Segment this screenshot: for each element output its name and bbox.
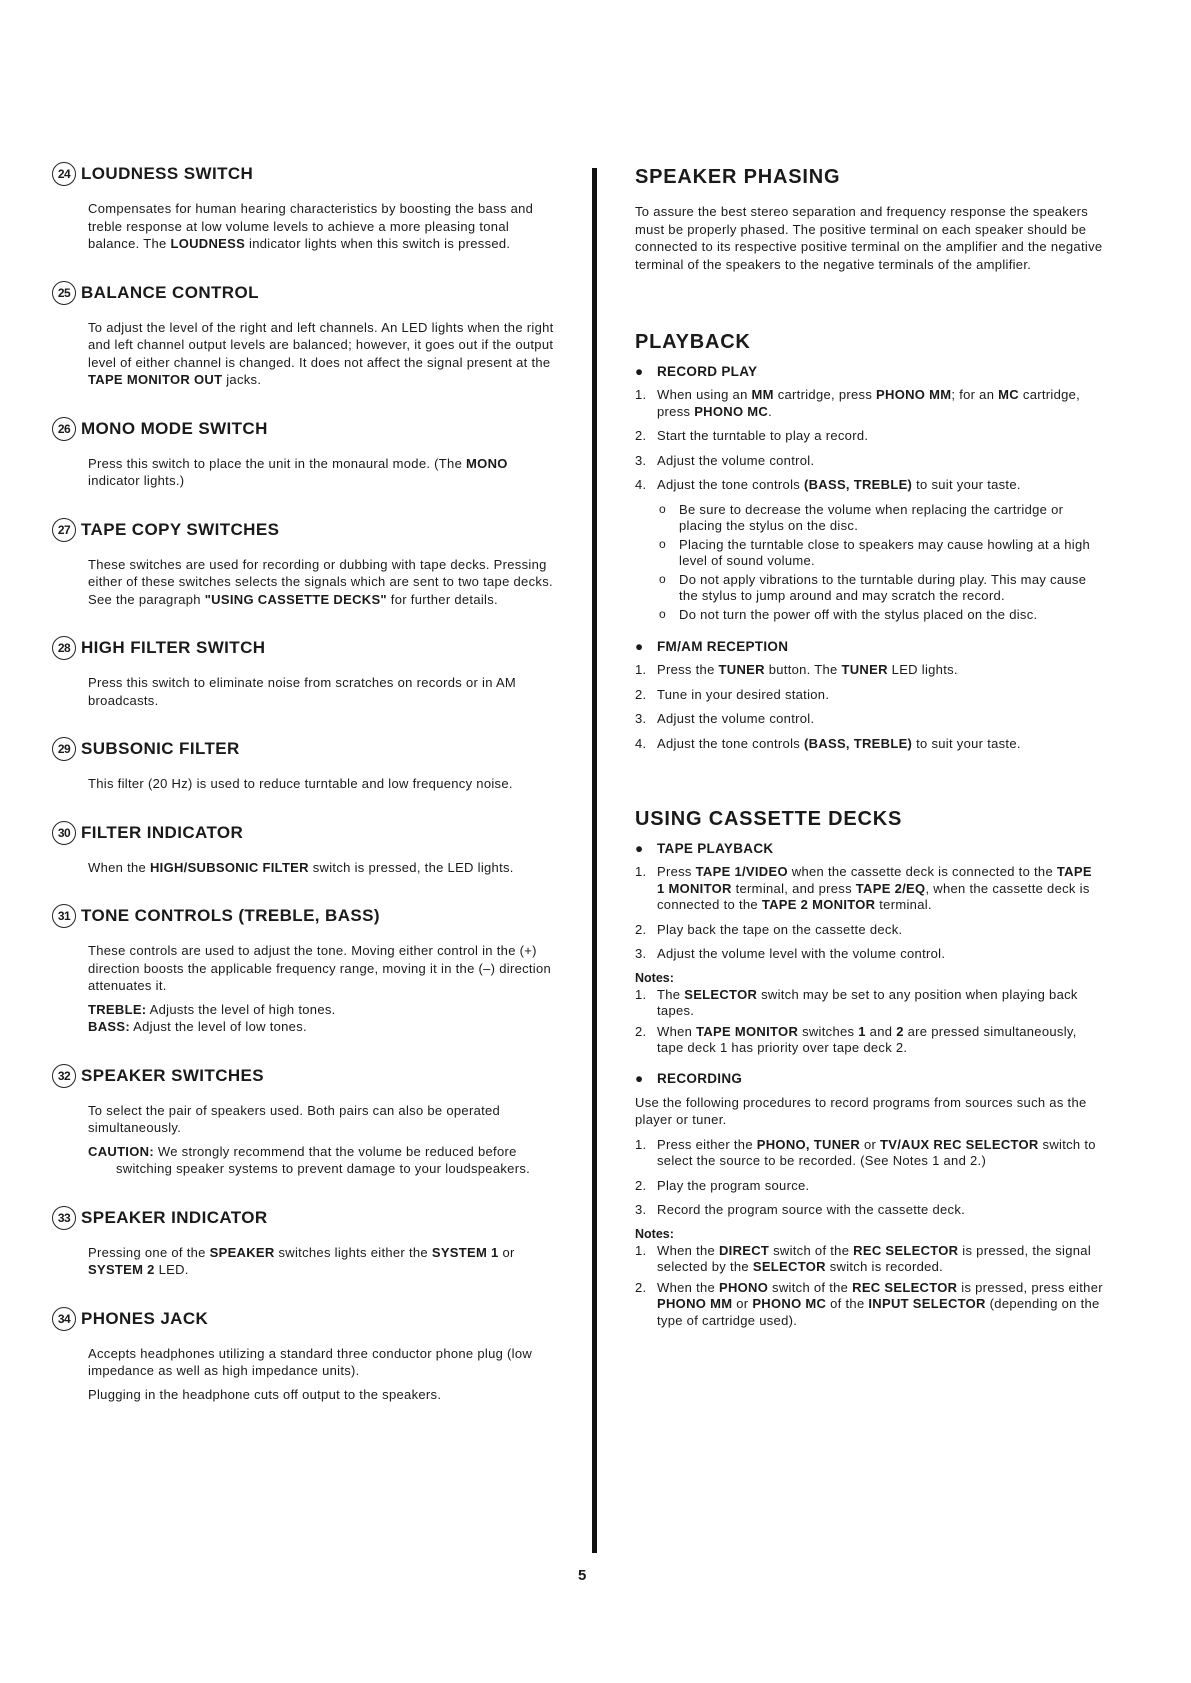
callout-number: 30	[52, 821, 76, 845]
feature-description	[88, 674, 554, 709]
callout-number: 31	[52, 904, 76, 928]
feature-heading	[52, 518, 554, 542]
list-item: 3. Adjust the volume control.	[635, 711, 815, 726]
notes-label: Notes:	[635, 970, 674, 985]
callout-number: 24	[52, 162, 76, 186]
column-divider	[592, 168, 597, 1553]
record-play-steps	[635, 387, 1103, 494]
list-item: 3. Record the program source with the cassette deck.	[635, 1202, 966, 1217]
section-text: To assure the best stereo separation and frequency response the speakers must be properly phased. The positive terminal on each speaker should be connected to its respective positive terminal on the amplifier and the negative terminal of the speakers to the negative terminals of the amplifier.	[635, 204, 1103, 272]
feature-description	[88, 319, 554, 389]
page-number: 5	[578, 1567, 587, 1584]
list-item: 2. Tune in your desired station.	[635, 686, 830, 702]
feature-description	[88, 1345, 554, 1404]
callout-number: 27	[52, 518, 76, 542]
paragraph: Press this switch to place the unit in the monaural mode. (The MONO indicator lights.)	[88, 455, 508, 488]
fm-am-heading: ● FM/AM RECEPTION	[635, 639, 789, 654]
caution-item: o Be sure to decrease the volume when replacing the cartridge or placing the stylus on the disc.	[657, 502, 1103, 535]
callout-number: 32	[52, 1064, 76, 1088]
right-column	[635, 166, 1103, 1333]
feature-section	[52, 636, 554, 709]
list-item: 2. Play back the tape on the cassette deck.	[635, 921, 903, 937]
feature-section	[52, 281, 554, 389]
cassette-section	[635, 808, 1103, 1329]
callout-number: 25	[52, 281, 76, 305]
list-item: 1. When using an MM cartridge, press PHONO MM; for an MC cartridge, press PHONO MC.	[635, 387, 1081, 419]
feature-section	[52, 1307, 554, 1404]
tape-playback-notes	[635, 987, 1103, 1057]
list-item: 4. Adjust the tone controls (BASS, TREBLE) to suit your taste.	[635, 477, 1021, 492]
paragraph: Compensates for human hearing characteristics by boosting the bass and treble response at low volume levels to achieve a more pleasing tonal balance. The LOUDNESS indicator lights when this switch is pressed.	[88, 201, 534, 251]
feature-title: TAPE COPY SWITCHES	[81, 519, 280, 539]
left-column	[52, 162, 554, 1431]
feature-section	[52, 1064, 554, 1178]
paragraph: To adjust the level of the right and left channels. An LED lights when the right and left channel output levels are balanced; however, it goes out if the output level of either channel is changed. It does not affect the signal present at the TAPE MONITOR OUT jacks.	[88, 319, 554, 387]
feature-description	[88, 556, 554, 609]
recording-intro: Use the following procedures to record programs from sources such as the player or tuner.	[635, 1094, 1087, 1127]
feature-description	[88, 200, 554, 253]
list-item: 1. The SELECTOR switch may be set to any position when playing back tapes.	[635, 986, 1078, 1018]
record-play-cautions	[657, 502, 1103, 624]
list-item: 1. Press TAPE 1/VIDEO when the cassette deck is connected to the TAPE 1 MONITOR terminal, and press TAPE 2/EQ, when the cassette deck is connected to the TAPE 2 MONITOR terminal.	[635, 864, 1092, 912]
section-title: SPEAKER PHASING	[635, 166, 841, 188]
list-item: 1. Press either the PHONO, TUNER or TV/AUX REC SELECTOR switch to select the source to be recorded. (See Notes 1 and 2.)	[635, 1136, 1096, 1168]
feature-heading	[52, 162, 554, 186]
feature-description	[88, 1244, 554, 1279]
callout-number: 29	[52, 737, 76, 761]
paragraph: These controls are used to adjust the tone. Moving either control in the (+) direction boosts the applicable frequency range, moving it in the (–) direction attenuates it.	[88, 943, 552, 993]
list-item: 1. When the DIRECT switch of the REC SELECTOR is pressed, the signal selected by the SELECTOR switch is recorded.	[635, 1242, 1092, 1274]
caution-item: o Placing the turntable close to speakers may cause howling at a high level of sound volume.	[657, 537, 1103, 570]
list-item: 3. Adjust the volume control.	[635, 452, 815, 468]
feature-title: BALANCE CONTROL	[81, 282, 259, 302]
playback-section	[635, 331, 1103, 752]
feature-title: SPEAKER SWITCHES	[81, 1065, 265, 1085]
fm-am-steps	[635, 662, 1103, 752]
feature-section	[52, 162, 554, 253]
paragraph: This filter (20 Hz) is used to reduce turntable and low frequency noise.	[88, 776, 513, 791]
paragraph: Pressing one of the SPEAKER switches lights either the SYSTEM 1 or SYSTEM 2 LED.	[88, 1244, 515, 1277]
feature-heading	[52, 904, 554, 928]
paragraph: Accepts headphones utilizing a standard three conductor phone plug (low impedance as well as high impedance units).	[88, 1345, 533, 1378]
feature-heading	[52, 821, 554, 845]
callout-number: 34	[52, 1307, 76, 1331]
feature-section	[52, 737, 554, 793]
notes-label: Notes:	[635, 1226, 674, 1241]
callout-number: 33	[52, 1206, 76, 1230]
feature-heading	[52, 1206, 554, 1230]
feature-title: FILTER INDICATOR	[81, 822, 244, 842]
feature-title: HIGH FILTER SWITCH	[81, 638, 266, 657]
callout-number: 28	[52, 636, 76, 660]
feature-heading	[52, 281, 554, 305]
feature-section	[52, 821, 554, 877]
feature-description	[88, 1102, 554, 1178]
feature-title: SPEAKER INDICATOR	[81, 1207, 268, 1227]
feature-description	[88, 775, 554, 793]
feature-heading	[52, 737, 554, 761]
feature-title: TONE CONTROLS (TREBLE, BASS)	[81, 906, 380, 925]
paragraph: Plugging in the headphone cuts off output to the speakers.	[88, 1386, 442, 1402]
feature-heading	[52, 1307, 554, 1331]
speaker-phasing-section	[635, 166, 1103, 273]
section-title: PLAYBACK	[635, 331, 751, 353]
record-play-heading: ● RECORD PLAY	[635, 364, 758, 379]
recording-notes	[635, 1243, 1103, 1330]
paragraph: Press this switch to eliminate noise from scratches on records or in AM broadcasts.	[88, 675, 517, 708]
feature-heading	[52, 636, 554, 660]
feature-title: PHONES JACK	[81, 1308, 209, 1328]
list-item: 2. Play the program source.	[635, 1177, 810, 1193]
feature-section	[52, 904, 554, 1036]
tape-playback-steps	[635, 864, 1103, 963]
list-item: 4. Adjust the tone controls (BASS, TREBLE) to suit your taste.	[635, 735, 1021, 751]
feature-heading	[52, 417, 554, 441]
feature-title: SUBSONIC FILTER	[81, 739, 240, 758]
paragraph: CAUTION: We strongly recommend that the volume be reduced before switching speaker systems to prevent damage to your loudspeakers.	[88, 1143, 531, 1176]
recording-steps	[635, 1137, 1103, 1219]
list-item: 2. When the PHONO switch of the REC SELECTOR is pressed, press either PHONO MM or PHONO MC of the INPUT SELECTOR (depending on the type of cartridge used).	[635, 1279, 1103, 1328]
feature-title: MONO MODE SWITCH	[81, 418, 268, 438]
caution-item: o Do not turn the power off with the stylus placed on the disc.	[657, 607, 1103, 624]
list-item: 1. Press the TUNER button. The TUNER LED lights.	[635, 662, 958, 677]
feature-section	[52, 417, 554, 490]
feature-heading	[52, 1064, 554, 1088]
list-item: 2. When TAPE MONITOR switches 1 and 2 are pressed simultaneously, tape deck 1 has priority over tape deck 2.	[635, 1023, 1077, 1055]
recording-heading: ● RECORDING	[635, 1070, 743, 1086]
list-item: 3. Adjust the volume level with the volume control.	[635, 946, 946, 961]
feature-section	[52, 518, 554, 609]
feature-description	[88, 942, 554, 1036]
paragraph: These switches are used for recording or dubbing with tape decks. Pressing either of these switches selects the signals which are sent to two tape decks. See the paragraph "USING CASSETTE DECKS" for further details.	[88, 556, 553, 607]
section-title: USING CASSETTE DECKS	[635, 808, 903, 830]
feature-section	[52, 1206, 554, 1279]
paragraph: BASS: Adjust the level of low tones.	[88, 1019, 307, 1034]
paragraph: When the HIGH/SUBSONIC FILTER switch is pressed, the LED lights.	[88, 859, 514, 875]
paragraph: TREBLE: Adjusts the level of high tones.	[88, 1001, 336, 1017]
paragraph: To select the pair of speakers used. Both pairs can also be operated simultaneously.	[88, 1102, 501, 1135]
callout-number: 26	[52, 417, 76, 441]
feature-description	[88, 455, 554, 490]
feature-description	[88, 859, 554, 877]
list-item: 2. Start the turntable to play a record.	[635, 428, 869, 443]
tape-playback-heading: ● TAPE PLAYBACK	[635, 841, 774, 856]
caution-item: o Do not apply vibrations to the turntable during play. This may cause the stylus to jump around and may scratch the record.	[657, 572, 1103, 605]
feature-title: LOUDNESS SWITCH	[81, 164, 254, 183]
